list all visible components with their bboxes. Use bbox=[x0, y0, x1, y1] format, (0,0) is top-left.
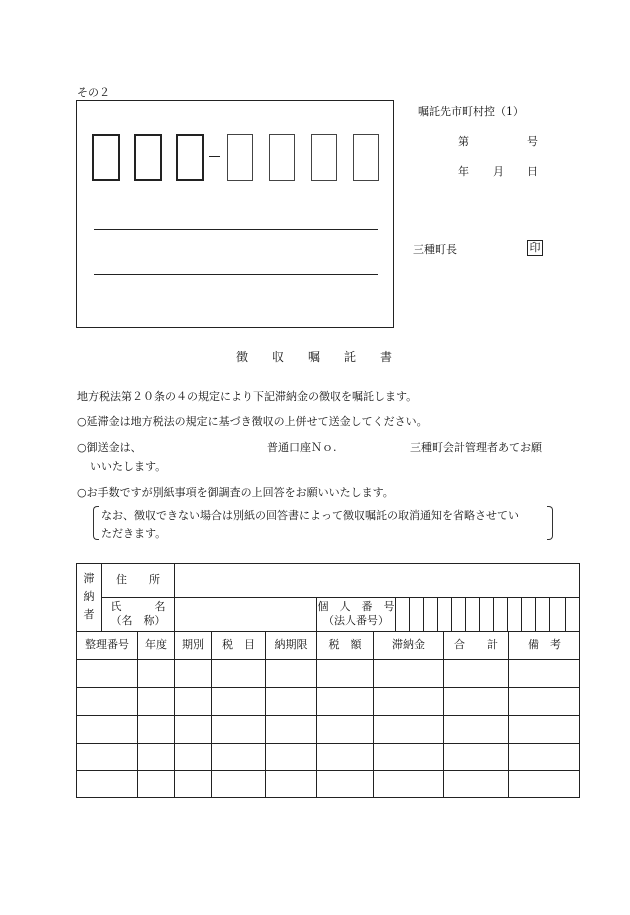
postal-digit-box bbox=[353, 134, 379, 181]
number-box-divider bbox=[565, 597, 566, 631]
number-box-divider bbox=[479, 597, 480, 631]
year-label: 年 bbox=[458, 165, 469, 178]
number-box-divider bbox=[409, 597, 410, 631]
sono-label: その２ bbox=[77, 86, 110, 99]
column-header: 年度 bbox=[145, 638, 167, 651]
column-header: 合 計 bbox=[454, 638, 498, 651]
postal-digit-box bbox=[134, 134, 162, 181]
column-header: 滞納金 bbox=[392, 638, 425, 651]
postal-digit-box bbox=[311, 134, 337, 181]
column-header: 税 額 bbox=[328, 638, 362, 651]
table-hline bbox=[101, 597, 580, 598]
note-line-2: ただきます。 bbox=[101, 527, 167, 540]
column-header: 税 目 bbox=[222, 638, 255, 651]
number-box-divider bbox=[535, 597, 536, 631]
paragraph-1: 地方税法第２０条の４の規定により下記滞納金の徴収を嘱託します。 bbox=[77, 390, 418, 403]
table-vline bbox=[508, 631, 509, 798]
tainosha-char: 者 bbox=[83, 608, 95, 621]
note-bracket-left bbox=[93, 506, 99, 540]
table-vline bbox=[373, 631, 374, 798]
column-header: 備 考 bbox=[528, 638, 561, 651]
number-box-divider bbox=[493, 597, 494, 631]
table-vline bbox=[443, 631, 444, 798]
document-title: 徴 収 嘱 託 書 bbox=[236, 350, 393, 364]
jusho-label: 住 所 bbox=[116, 573, 160, 586]
go-label: 号 bbox=[527, 135, 538, 148]
table-hline bbox=[76, 659, 580, 660]
meisho-label: （名 称） bbox=[110, 614, 166, 627]
address-line bbox=[94, 274, 378, 275]
address-line bbox=[94, 229, 378, 230]
column-header: 整理番号 bbox=[85, 638, 129, 651]
number-box-divider bbox=[423, 597, 424, 631]
paragraph-3d: いいたします。 bbox=[90, 460, 167, 473]
copy-label: 嘱託先市町村控（1） bbox=[418, 105, 524, 118]
table-vline bbox=[316, 631, 317, 798]
shimei-label: 氏 名 bbox=[110, 600, 166, 613]
paragraph-3b: 普通口座Ｎｏ. bbox=[267, 441, 337, 454]
paragraph-4: ○お手数ですが別紙事項を御調査の上回答をお願いいたします。 bbox=[77, 486, 394, 499]
paragraph-3a: ○御送金は、 bbox=[77, 441, 142, 454]
paragraph-2: ○延滞金は地方税法の規定に基づき徴収の上併せて送金してください。 bbox=[77, 415, 428, 428]
number-box-divider bbox=[437, 597, 438, 631]
kojin-bango-label: 個 人 番 号 bbox=[317, 600, 395, 613]
table-hline bbox=[76, 770, 580, 771]
tainosha-char: 納 bbox=[83, 590, 95, 603]
number-box-divider bbox=[549, 597, 550, 631]
table-vline bbox=[395, 597, 396, 631]
postal-dash bbox=[209, 156, 220, 157]
table-hline bbox=[76, 631, 580, 632]
hojin-bango-label: （法人番号） bbox=[323, 614, 389, 627]
postal-digit-box bbox=[176, 134, 204, 181]
number-box-divider bbox=[521, 597, 522, 631]
number-box-divider bbox=[451, 597, 452, 631]
table-vline bbox=[137, 631, 138, 798]
tainosha-char: 滞 bbox=[83, 572, 95, 585]
seal-mark: 印 bbox=[527, 240, 543, 256]
table-vline bbox=[265, 631, 266, 798]
postal-digit-box bbox=[227, 134, 253, 181]
table-border bbox=[76, 563, 580, 798]
note-line-1: なお、徴収できない場合は別紙の回答書によって徴収嘱託の取消通知を省略させてい bbox=[101, 509, 519, 522]
month-label: 月 bbox=[493, 165, 504, 178]
table-vline bbox=[174, 563, 175, 631]
mayor-label: 三種町長 bbox=[413, 243, 457, 256]
column-header: 期別 bbox=[182, 638, 204, 651]
number-box-divider bbox=[465, 597, 466, 631]
number-box-divider bbox=[507, 597, 508, 631]
dai-label: 第 bbox=[458, 135, 469, 148]
note-bracket-right bbox=[547, 506, 553, 540]
paragraph-3c: 三種町会計管理者あてお願 bbox=[410, 441, 542, 454]
table-hline bbox=[76, 715, 580, 716]
postal-digit-box bbox=[92, 134, 120, 181]
day-label: 日 bbox=[527, 165, 538, 178]
table-vline bbox=[174, 631, 175, 798]
table-hline bbox=[76, 687, 580, 688]
table-hline bbox=[76, 743, 580, 744]
postal-digit-box bbox=[269, 134, 295, 181]
column-header: 納期限 bbox=[274, 638, 308, 651]
table-vline bbox=[211, 631, 212, 798]
